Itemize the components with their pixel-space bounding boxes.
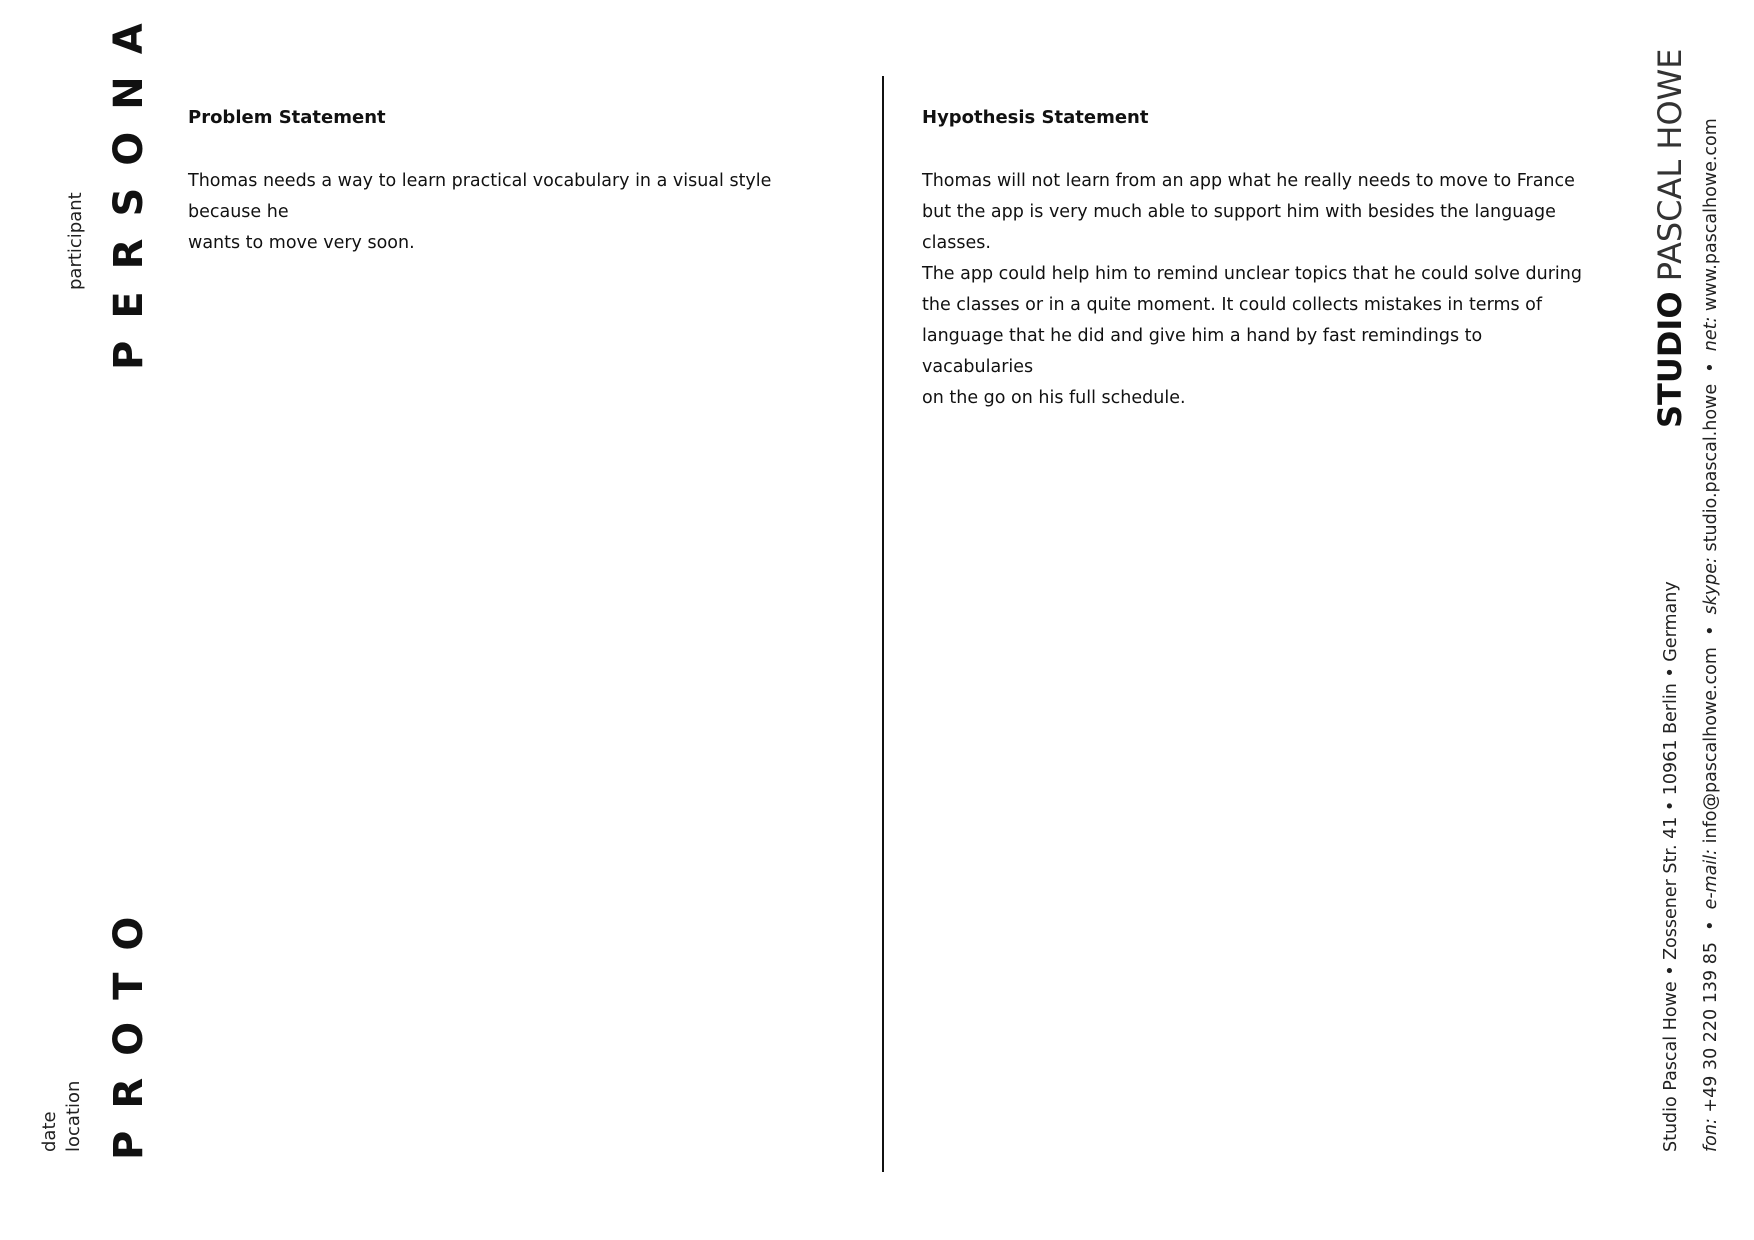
email-link[interactable]: info@pascalhowe.com xyxy=(1701,647,1721,844)
fon-label: fon: xyxy=(1701,1118,1721,1152)
location-label: location xyxy=(63,1080,84,1152)
hypothesis-line: The app could help him to remind unclear topics that he could solve during xyxy=(922,264,1582,284)
skype-handle: studio.pascal.howe xyxy=(1701,383,1721,552)
brand-studio: STUDIO xyxy=(1651,291,1689,428)
email-label: e-mail: xyxy=(1701,848,1721,910)
separator: • xyxy=(1701,920,1721,931)
net-label: net: xyxy=(1701,316,1721,352)
problem-line: Thomas needs a way to learn practical vocabulary in a visual style because he xyxy=(188,171,772,222)
proto-title: PROTO xyxy=(106,894,152,1160)
hypothesis-text xyxy=(922,166,1582,414)
separator: • xyxy=(1701,625,1721,636)
date-label: date xyxy=(39,1111,60,1152)
problem-line: wants to move very soon. xyxy=(188,233,415,253)
hypothesis-line: language that he did and give him a hand by fast remindings to vacabularies xyxy=(922,326,1483,377)
contact-line xyxy=(1700,118,1722,1152)
studio-brand xyxy=(1652,49,1688,429)
hypothesis-line: but the app is very much able to support him with besides the language xyxy=(922,202,1556,222)
hypothesis-line: the classes or in a quite moment. It could collects mistakes in terms of xyxy=(922,295,1543,315)
column-divider xyxy=(882,76,884,1172)
participant-label: participant xyxy=(65,192,86,290)
hypothesis-line: classes. xyxy=(922,233,991,253)
hypothesis-line: Thomas will not learn from an app what he really needs to move to France xyxy=(922,171,1575,191)
brand-name: PASCAL HOWE xyxy=(1651,48,1689,282)
hypothesis-line: on the go on his full schedule. xyxy=(922,388,1186,408)
problem-heading: Problem Statement xyxy=(188,107,386,128)
skype-label: skype: xyxy=(1701,557,1721,615)
problem-text xyxy=(188,166,848,259)
separator: • xyxy=(1701,362,1721,373)
hypothesis-heading: Hypothesis Statement xyxy=(922,107,1149,128)
website-link[interactable]: www.pascalhowe.com xyxy=(1701,118,1721,312)
studio-address: Studio Pascal Howe • Zossener Str. 41 • 10961 Berlin • Germany xyxy=(1661,581,1681,1152)
fon-number: +49 30 220 139 85 xyxy=(1701,942,1721,1113)
persona-title: PERSONA xyxy=(106,1,152,370)
